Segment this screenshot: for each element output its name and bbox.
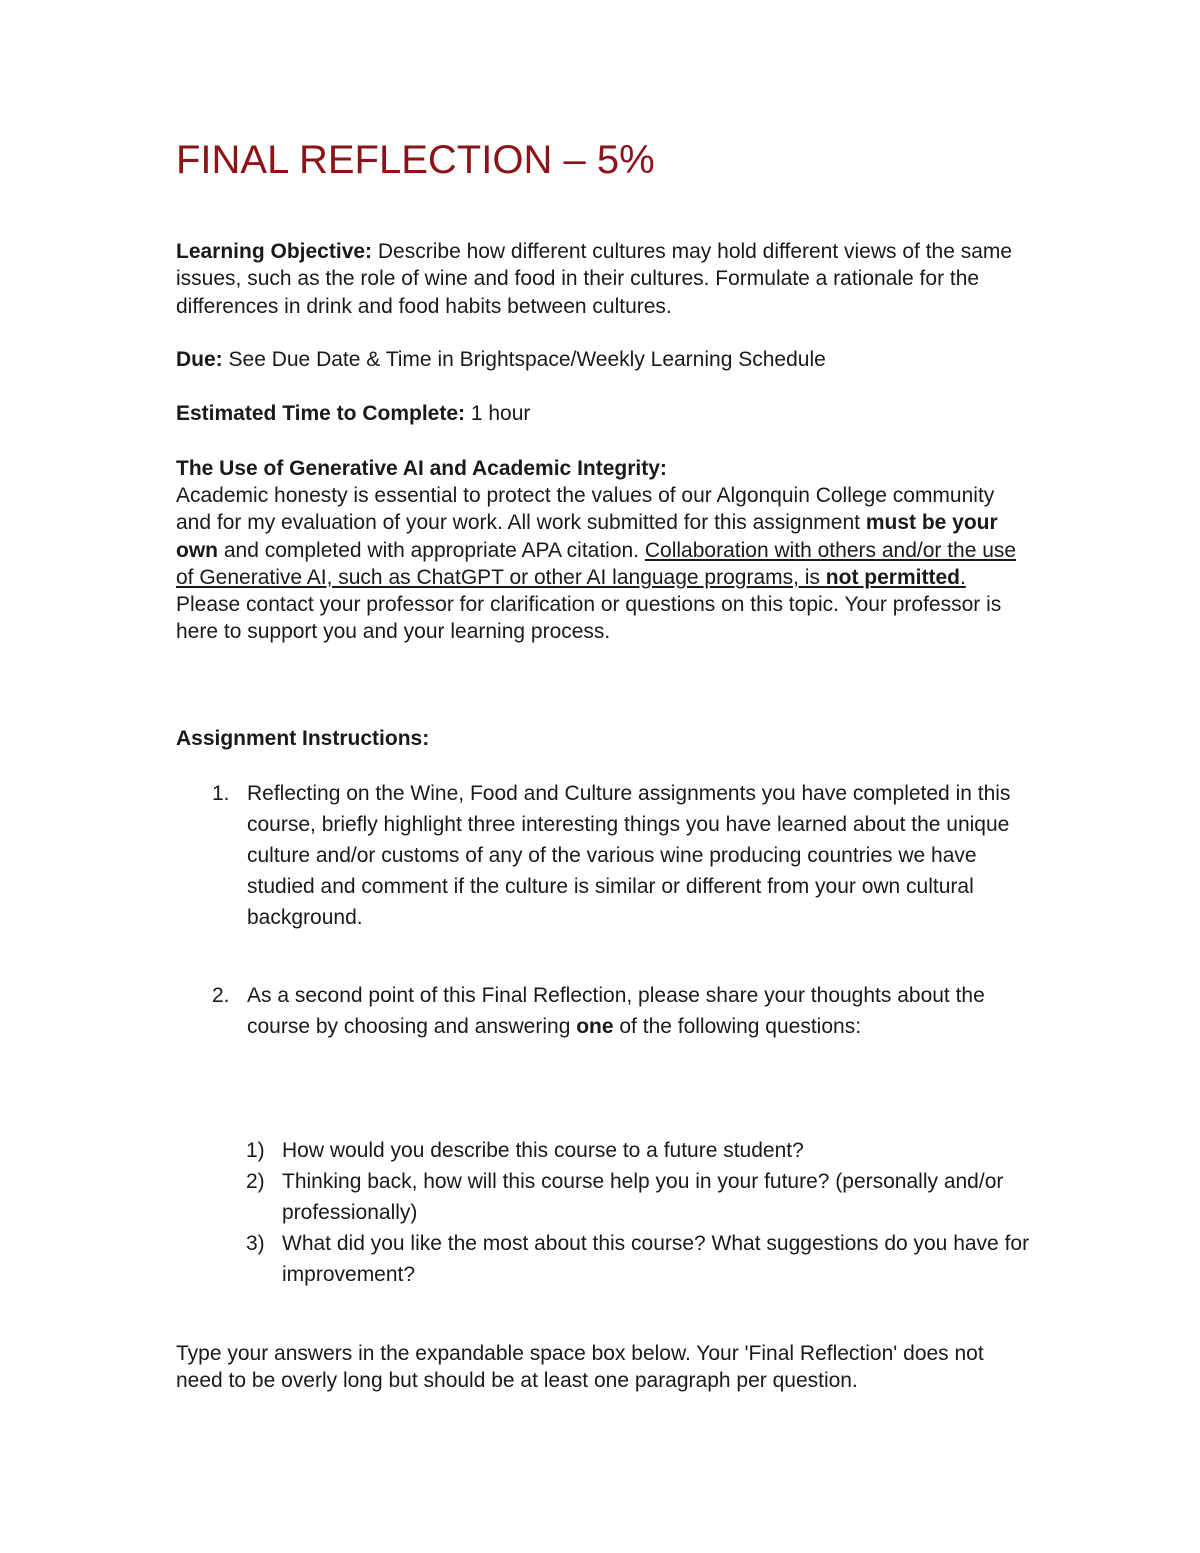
due-text: See Due Date & Time in Brightspace/Weekly Learning Schedule [222,348,826,371]
ai-integrity-policy-end: . [959,565,966,589]
due-line [176,346,1026,373]
ai-integrity-emphasis: must be your own [176,511,998,562]
instruction-marker: 1. [212,782,230,805]
learning-objective-text: Describe how different cultures may hold different views of the same issues, such as the role of wine and food in their cultures. Formulate a rationale for the differences in drink and food habits between cultures. [176,240,1013,318]
instructions-heading: Assignment Instructions: [176,727,430,750]
estimated-time-label: Estimated Time to Complete: [176,402,465,425]
ai-integrity-heading: The Use of Generative AI and Academic Integrity: [176,457,667,480]
learning-objective-label: Learning Objective: [176,240,373,263]
instruction-text-emphasis: one [576,1015,614,1038]
estimated-time-text: 1 hour [465,402,531,425]
question-text: How would you describe this course to a future student? [282,1139,804,1162]
question-marker: 2) [246,1170,265,1193]
instruction-text-before: As a second point of this Final Reflection, please share your thoughts about the course by choosing and answering [247,984,985,1038]
ai-integrity-part1: Academic honesty is essential to protect the values of our Algonquin College community and for my evaluation of your work. All work submitted for this assignment [176,484,995,535]
estimated-time-line [176,400,1026,427]
document-title: FINAL REFLECTION – 5% [176,138,655,182]
instruction-text-after: of the following questions: [613,1015,862,1038]
question-text: Thinking back, how will this course help you in your future? (personally and/or professionally) [282,1170,1004,1224]
ai-integrity-paragraph [176,482,1026,646]
question-text: What did you like the most about this course? What suggestions do you have for improvement? [282,1232,1030,1286]
ai-integrity-not-permitted: not permitted [825,565,960,589]
ai-integrity-policy: Collaboration with others and/or the use of Generative AI, such as ChatGPT or other AI language programs, is [176,538,1017,589]
instruction-text: Reflecting on the Wine, Food and Culture assignments you have completed in this course, briefly highlight three interesting things you have learned about the unique culture and/or customs of any of the various wine producing countries we have studied and comment if the culture is similar or different from your own cultural background. [247,782,1011,929]
closing-paragraph: Type your answers in the expandable space box below. Your 'Final Reflection' does not need to be overly long but should be at least one paragraph per question. [176,1342,984,1393]
due-label: Due: [176,348,223,371]
ai-integrity-part2: and completed with appropriate APA citation. [218,538,645,562]
instruction-text [247,980,1027,1042]
instruction-marker: 2. [212,984,230,1007]
learning-objective [176,238,1026,320]
question-marker: 3) [246,1232,265,1255]
ai-integrity-part3: Please contact your professor for clarification or questions on this topic. Your professor is here to support you and your learning process. [176,593,1002,644]
question-marker: 1) [246,1139,265,1162]
